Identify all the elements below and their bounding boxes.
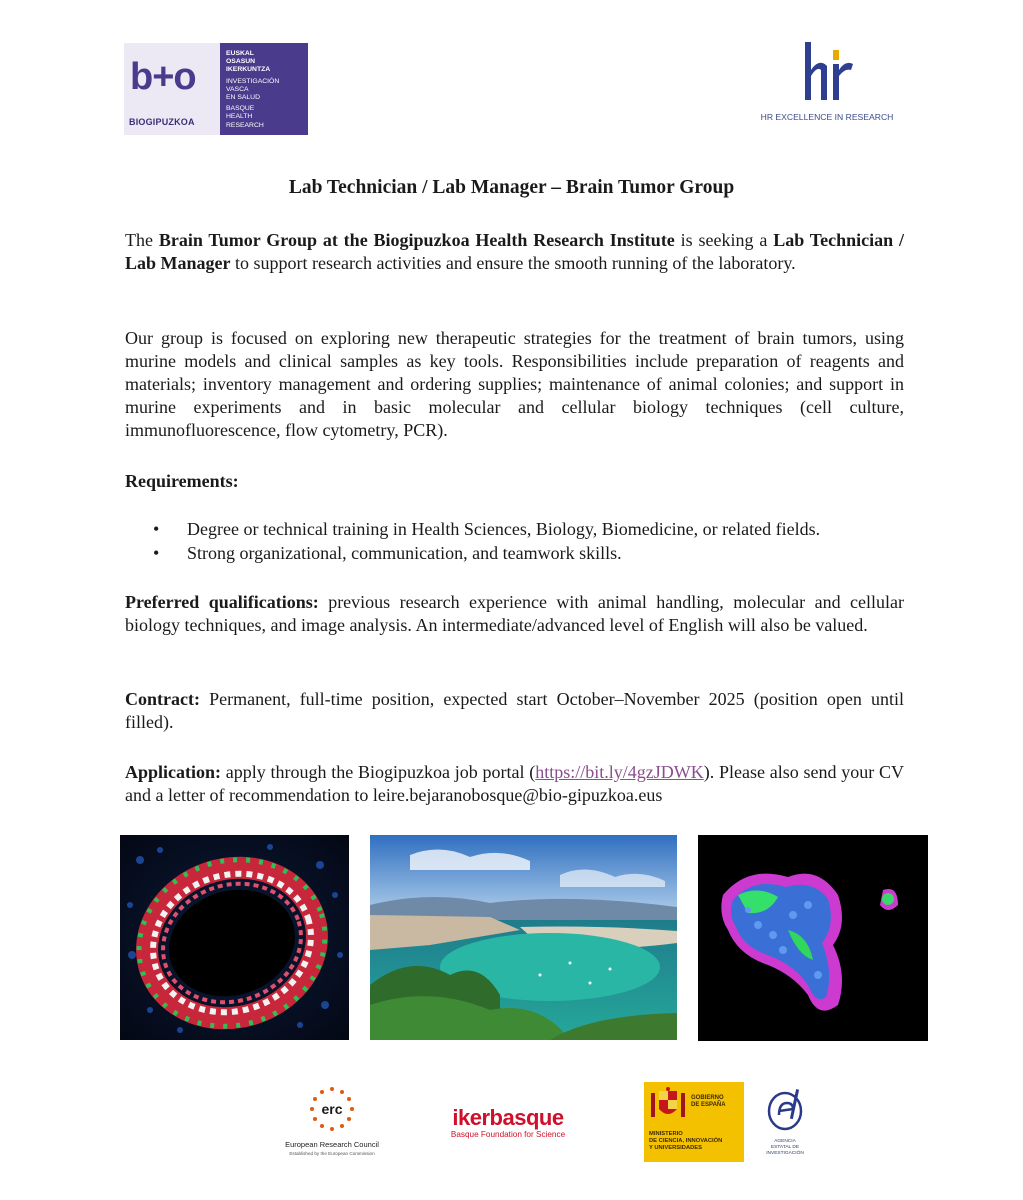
requirements-list [153, 517, 913, 565]
ministry-name: MINISTERIO DE CIENCIA, INNOVACIÓN Y UNIVERSIDADES [649, 1131, 723, 1151]
contract-label: Contract: [125, 689, 200, 709]
hr-logo-icon [797, 40, 857, 106]
aei-logo-icon [763, 1085, 807, 1133]
focus-paragraph: Our group is focused on exploring new therapeutic strategies for the treatment of brain tumors, using murine models and clinical samples as key tools. Responsibilities include preparation of reagents and materials; inventory management and ordering supplies; maintenance of animal colonies; and support in murine experiments and in basic molecular and cellular biology techniques (cell culture, immunofluorescence, flow cytometry, PCR). [125, 328, 904, 440]
spanish-coat-of-arms-icon [649, 1087, 687, 1121]
logo-line: IKERKUNTZA [226, 66, 271, 74]
hr-excellence-logo [752, 40, 902, 135]
gobierno-espana-logo [644, 1082, 744, 1162]
application-paragraph [125, 761, 904, 807]
erc-mark: erc [321, 1101, 343, 1117]
biogipuzkoa-english-text [226, 105, 308, 130]
group-name: Brain Tumor Group at the Biogipuzkoa Health Research Institute [158, 230, 675, 250]
page-title: Lab Technician / Lab Manager – Brain Tumor Group [288, 177, 735, 198]
aei-logo [761, 1085, 809, 1165]
application-text: ). Please also send your CV and a letter of recommendation to leire.bejaranobosque@bio-gipuzkoa.eus [125, 762, 904, 805]
application-label: Application: [125, 762, 222, 782]
bullet-icon: • [153, 519, 160, 539]
san-sebastian-bay-image [370, 835, 677, 1040]
intro-text: to support research activities and ensure the smooth running of the laboratory. [230, 253, 796, 273]
aei-name: AGENCIA ESTATAL DE INVESTIGACIÓN [766, 1139, 804, 1156]
job-portal-link[interactable]: https://bit.ly/4gzJDWK [535, 762, 704, 782]
biogipuzkoa-logo-text [220, 43, 308, 135]
requirements-heading: Requirements: [125, 471, 239, 491]
logo-line: HEALTH [226, 113, 253, 121]
erc-logo [282, 1085, 382, 1165]
hr-logo-caption: HR EXCELLENCE IN RESEARCH [760, 112, 894, 122]
erc-logo-icon [308, 1085, 356, 1133]
biogipuzkoa-logo-mark-panel [124, 43, 220, 135]
tumor-cells-image [698, 835, 928, 1041]
logo-line: RESEARCH [226, 121, 264, 129]
contract-paragraph [125, 688, 904, 734]
requirement-text: Strong organizational, communication, and teamwork skills. [187, 543, 622, 563]
logo-line: VASCA [226, 85, 249, 93]
bullet-icon: • [153, 543, 160, 563]
ikerbasque-subtitle: Basque Foundation for Science [450, 1130, 566, 1139]
intro-text: The [125, 230, 159, 250]
erc-subtitle: Established by the European Commission [289, 1151, 375, 1156]
biogipuzkoa-basque-text [226, 50, 308, 75]
logo-line: EN SALUD [226, 94, 260, 102]
preferred-qualifications-paragraph [125, 591, 904, 637]
ikerbasque-name: ikerbasque [452, 1105, 564, 1130]
application-text: apply through the Biogipuzkoa job portal ( [221, 762, 536, 782]
logo-line: OSASUN [226, 58, 256, 66]
erc-name: European Research Council [285, 1140, 379, 1149]
biogipuzkoa-logo [124, 43, 308, 135]
contract-text: Permanent, full-time position, expected start October–November 2025 (position open until filled). [125, 689, 904, 732]
tumor-vessel-image [120, 835, 349, 1040]
preferred-label: Preferred qualifications: [125, 592, 319, 612]
list-item [153, 541, 913, 565]
logo-line: EUSKAL [226, 50, 254, 57]
position-name: Lab Technician / Lab Manager [125, 230, 905, 273]
intro-text: is seeking a [674, 230, 774, 250]
logo-line: INVESTIGACIÓN [226, 77, 280, 85]
gobierno-title: GOBIERNO DE ESPAÑA [691, 1095, 726, 1109]
preferred-text: previous research experience with animal handling, molecular and cellular biology techniques, and image analysis. An intermediate/advanced level of English will also be valued. [125, 592, 904, 635]
ikerbasque-logo [446, 1107, 570, 1139]
requirement-text: Degree or technical training in Health Sciences, Biology, Biomedicine, or related fields. [187, 519, 821, 539]
biogipuzkoa-spanish-text [226, 78, 308, 103]
list-item [153, 517, 913, 541]
biogipuzkoa-logo-name: BIOGIPUZKOA [129, 117, 195, 127]
intro-paragraph [125, 229, 904, 275]
logo-line: BASQUE [226, 105, 255, 113]
biogipuzkoa-logo-mark: b+o [130, 56, 196, 98]
